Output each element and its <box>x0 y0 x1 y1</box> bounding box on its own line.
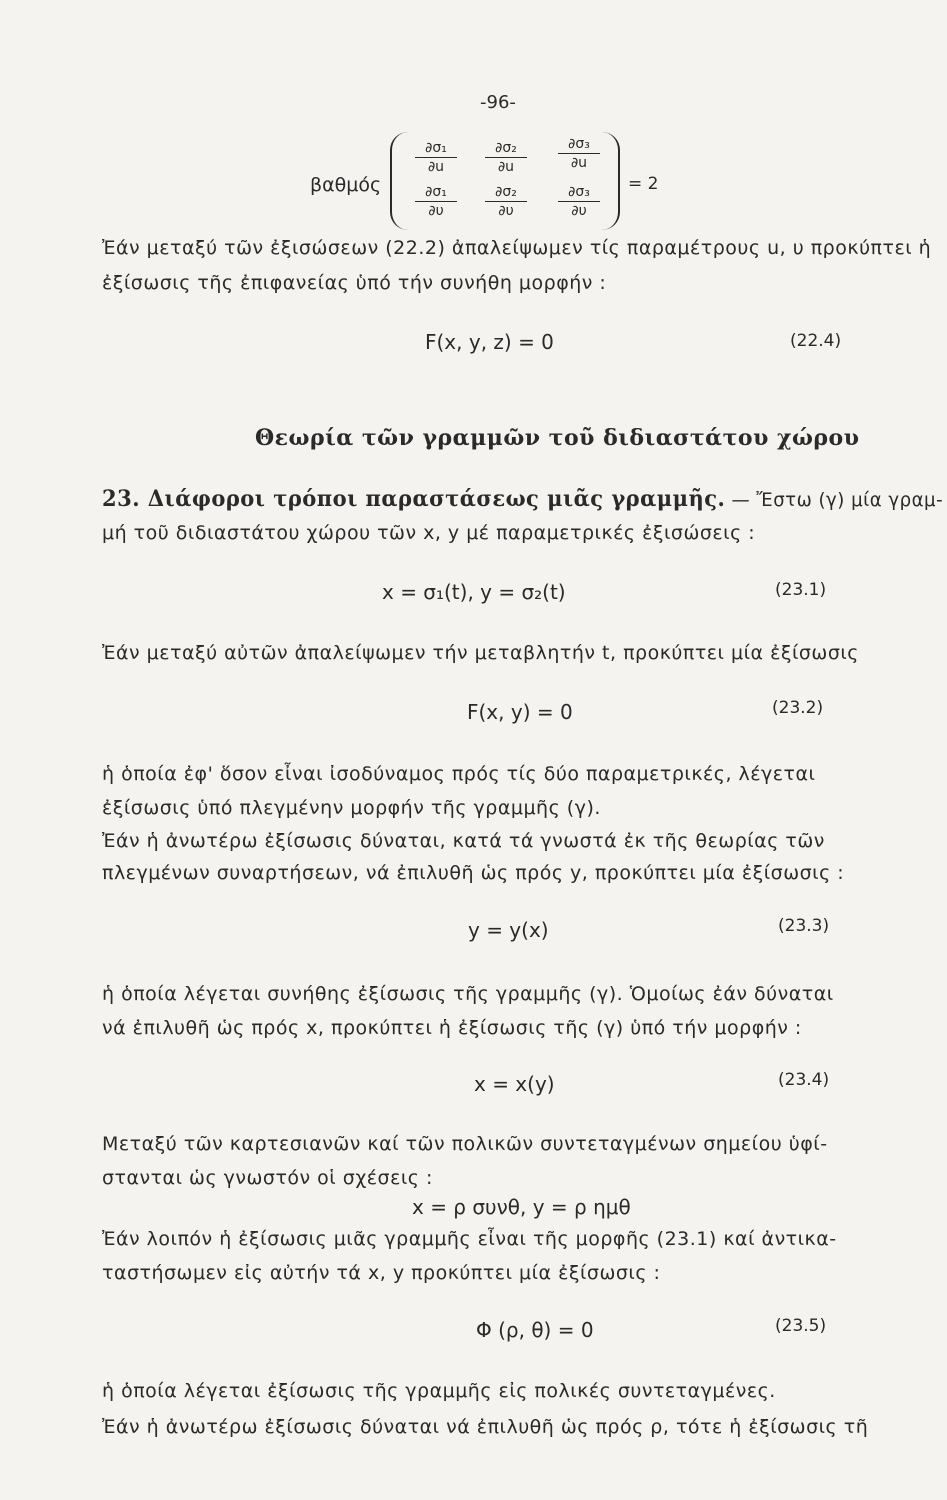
equation-number: (22.4) <box>790 331 842 351</box>
text-line: Ἐάν ἡ ἀνωτέρω ἐξίσωσις δύναται νά ἐπιλυθῆ ὡς πρός ρ, τότε ἡ ἐξίσωσις τῆ <box>102 1416 869 1438</box>
equation-number: (23.4) <box>778 1070 830 1090</box>
text-line: Ἐάν μεταξύ τῶν ἐξισώσεων (22.2) ἀπαλείψωμεν τίς παραμέτρους u, υ προκύπτει ἡ <box>102 237 932 259</box>
equation-number: (23.1) <box>775 580 827 600</box>
text-line: Ἐάν μεταξύ αὐτῶν ἀπαλείψωμεν τήν μεταβλητήν t, προκύπτει μία ἐξίσωσις <box>102 642 859 664</box>
matrix-entry: $\frac{\text{∂σ₂}}{\partial u}$ <box>485 140 527 175</box>
equation-23-4: x = x(y) <box>474 1072 555 1096</box>
matrix-entry: $\frac{\text{∂σ₃}}{\partial\upsilon}$ <box>558 184 600 219</box>
left-paren <box>390 132 410 230</box>
matrix-entry: $\frac{\text{∂σ₂}}{\partial\upsilon}$ <box>485 184 527 219</box>
section-23-title-line <box>102 486 943 512</box>
equation-23-1: x = σ₁(t), y = σ₂(t) <box>382 580 566 604</box>
text-line: ἡ ὁποία λέγεται συνήθης ἐξίσωσις τῆς γραμμῆς (γ). Ὁμοίως ἐάν δύναται <box>102 983 834 1005</box>
text-line: πλεγμένων συναρτήσεων, νά ἐπιλυθῆ ὡς πρός y, προκύπτει μία ἐξίσωσις : <box>102 862 845 884</box>
text-line: Μεταξύ τῶν καρτεσιανῶν καί τῶν πολικῶν συντεταγμένων σημείου ὑφί- <box>102 1133 828 1155</box>
matrix-equals: = 2 <box>628 174 659 194</box>
matrix-label: βαθμός <box>310 174 382 196</box>
text-line: ἐξίσωσις ὑπό πλεγμένην μορφήν τῆς γραμμῆς (γ). <box>102 797 601 819</box>
text-line: μή τοῦ διδιαστάτου χώρου τῶν x, y μέ παραμετρικές ἐξισώσεις : <box>102 522 756 544</box>
text-line: ταστήσωμεν εἰς αὐτήν τά x, y προκύπτει μία ἐξίσωσις : <box>102 1262 661 1284</box>
section-title: Θεωρία τῶν γραμμῶν τοῦ διδιαστάτου χώρου <box>255 425 860 451</box>
text-line: ἡ ὁποία λέγεται ἐξίσωσις τῆς γραμμῆς εἰς πολικές συντεταγμένες. <box>102 1380 776 1402</box>
text-line: νά ἐπιλυθῆ ὡς πρός x, προκύπτει ἡ ἐξίσωσις τῆς (γ) ὑπό τήν μορφήν : <box>102 1017 802 1039</box>
page-number: -96- <box>480 92 516 113</box>
equation-number: (23.2) <box>772 698 824 718</box>
matrix-entry: $\frac{\text{∂σ₁}}{\partial\upsilon}$ <box>415 184 457 219</box>
jacobian-rank-matrix <box>300 132 700 232</box>
equation-23-5: Φ (ρ, θ) = 0 <box>476 1318 594 1342</box>
section-23-title: 23. Διάφοροι τρόποι παραστάσεως μιᾶς γραμμῆς. <box>102 486 726 512</box>
equation-23-3: y = y(x) <box>468 918 549 942</box>
equation-22-4: F(x, y, z) = 0 <box>425 330 554 354</box>
text-line: ἐξίσωσις τῆς ἐπιφανείας ὑπό τήν συνήθη μορφήν : <box>102 272 607 294</box>
text-line: Ἐάν ἡ ἀνωτέρω ἐξίσωσις δύναται, κατά τά γνωστά ἐκ τῆς θεωρίας τῶν <box>102 830 825 852</box>
equation-number: (23.5) <box>775 1316 827 1336</box>
text-line: ἡ ὁποία ἐφ' ὅσον εἶναι ἰσοδύναμος πρός τίς δύο παραμετρικές, λέγεται <box>102 763 816 785</box>
section-23-intro: — Ἔστω (γ) μία γραμ- <box>731 489 944 511</box>
polar-relations: x = ρ συνθ, y = ρ ημθ <box>412 1195 631 1219</box>
matrix-entry: $\frac{\text{∂σ₁}}{\partial u}$ <box>415 140 457 175</box>
right-paren <box>600 132 620 230</box>
text-line: Ἐάν λοιπόν ἡ ἐξίσωσις μιᾶς γραμμῆς εἶναι τῆς μορφῆς (23.1) καί ἀντικα- <box>102 1228 837 1250</box>
equation-23-2: F(x, y) = 0 <box>467 700 573 724</box>
matrix-entry: $\frac{\text{∂σ₃}}{\partial u}$ <box>558 136 600 171</box>
text-line: στανται ὡς γνωστόν οἱ σχέσεις : <box>102 1167 433 1189</box>
equation-number: (23.3) <box>778 916 830 936</box>
